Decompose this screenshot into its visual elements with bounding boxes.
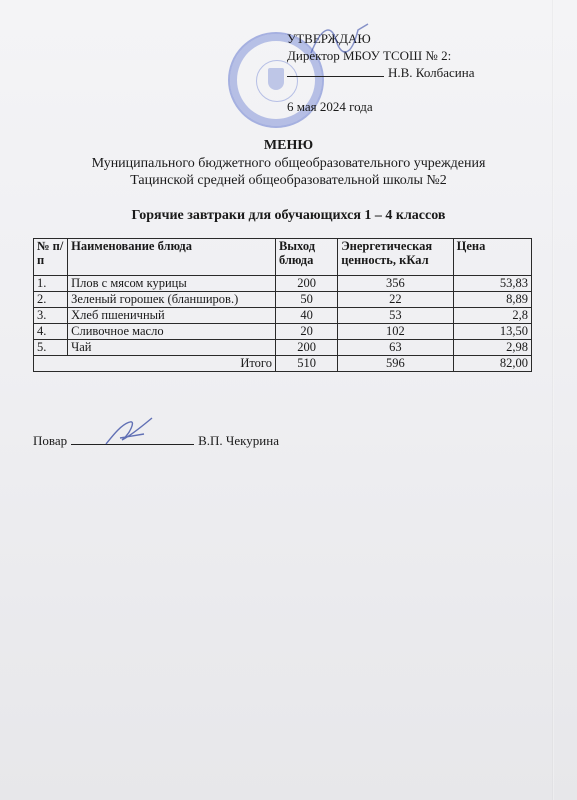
row-name: Сливочное масло: [68, 324, 276, 340]
total-price: 82,00: [453, 356, 531, 372]
row-energy: 22: [338, 292, 453, 308]
director-signature: [306, 18, 376, 63]
paper-fold: [552, 0, 554, 800]
menu-subtitle: Горячие завтраки для обучающихся 1 – 4 классов: [131, 208, 446, 223]
row-name: Зеленый горошек (бланширов.): [68, 292, 276, 308]
table-row: [34, 340, 532, 356]
row-name: Хлеб пшеничный: [68, 308, 276, 324]
approval-signature-row: [287, 64, 475, 81]
row-price: 13,50: [453, 324, 531, 340]
row-output: 50: [275, 292, 337, 308]
page-title: МЕНЮ: [263, 138, 314, 153]
row-output: 20: [275, 324, 337, 340]
total-output: 510: [275, 356, 337, 372]
total-energy: 596: [338, 356, 453, 372]
approval-position: Директор МБОУ ТСОШ № 2:: [287, 48, 452, 63]
row-num: 5.: [34, 340, 68, 356]
header-num: № п/п: [34, 239, 68, 276]
row-output: 200: [275, 276, 337, 292]
institution-line-2: Тацинской средней общеобразовательной школы №2: [130, 173, 447, 188]
approval-heading: УТВЕРЖДАЮ: [287, 31, 371, 46]
table-total-row: [34, 356, 532, 372]
row-energy: 356: [338, 276, 453, 292]
row-price: 53,83: [453, 276, 531, 292]
row-price: 2,8: [453, 308, 531, 324]
header-price: Цена: [453, 239, 531, 276]
row-output: 40: [275, 308, 337, 324]
table-row: [34, 308, 532, 324]
table-header-row: [34, 239, 532, 276]
row-price: 2,98: [453, 340, 531, 356]
cook-signature: [100, 414, 160, 450]
row-num: 3.: [34, 308, 68, 324]
approval-signer: Н.В. Колбасина: [388, 65, 475, 80]
signature-line: [287, 76, 384, 77]
row-num: 4.: [34, 324, 68, 340]
row-energy: 63: [338, 340, 453, 356]
row-output: 200: [275, 340, 337, 356]
table-row: [34, 292, 532, 308]
row-energy: 53: [338, 308, 453, 324]
total-label: Итого: [34, 356, 276, 372]
row-name: Плов с мясом курицы: [68, 276, 276, 292]
header-name: Наименование блюда: [68, 239, 276, 276]
row-num: 2.: [34, 292, 68, 308]
header-output: Выход блюда: [275, 239, 337, 276]
row-energy: 102: [338, 324, 453, 340]
institution-line-1: Муниципального бюджетного общеобразовательного учреждения: [91, 156, 486, 171]
row-price: 8,89: [453, 292, 531, 308]
menu-table: [33, 238, 532, 372]
row-num: 1.: [34, 276, 68, 292]
approval-date: 6 мая 2024 года: [287, 99, 373, 114]
row-name: Чай: [68, 340, 276, 356]
table-row: [34, 324, 532, 340]
table-row: [34, 276, 532, 292]
cook-name: В.П. Чекурина: [198, 433, 279, 448]
header-energy: Энергетическая ценность, кКал: [338, 239, 453, 276]
cook-label: Повар: [33, 433, 68, 448]
seal-crest-icon: [268, 68, 284, 90]
